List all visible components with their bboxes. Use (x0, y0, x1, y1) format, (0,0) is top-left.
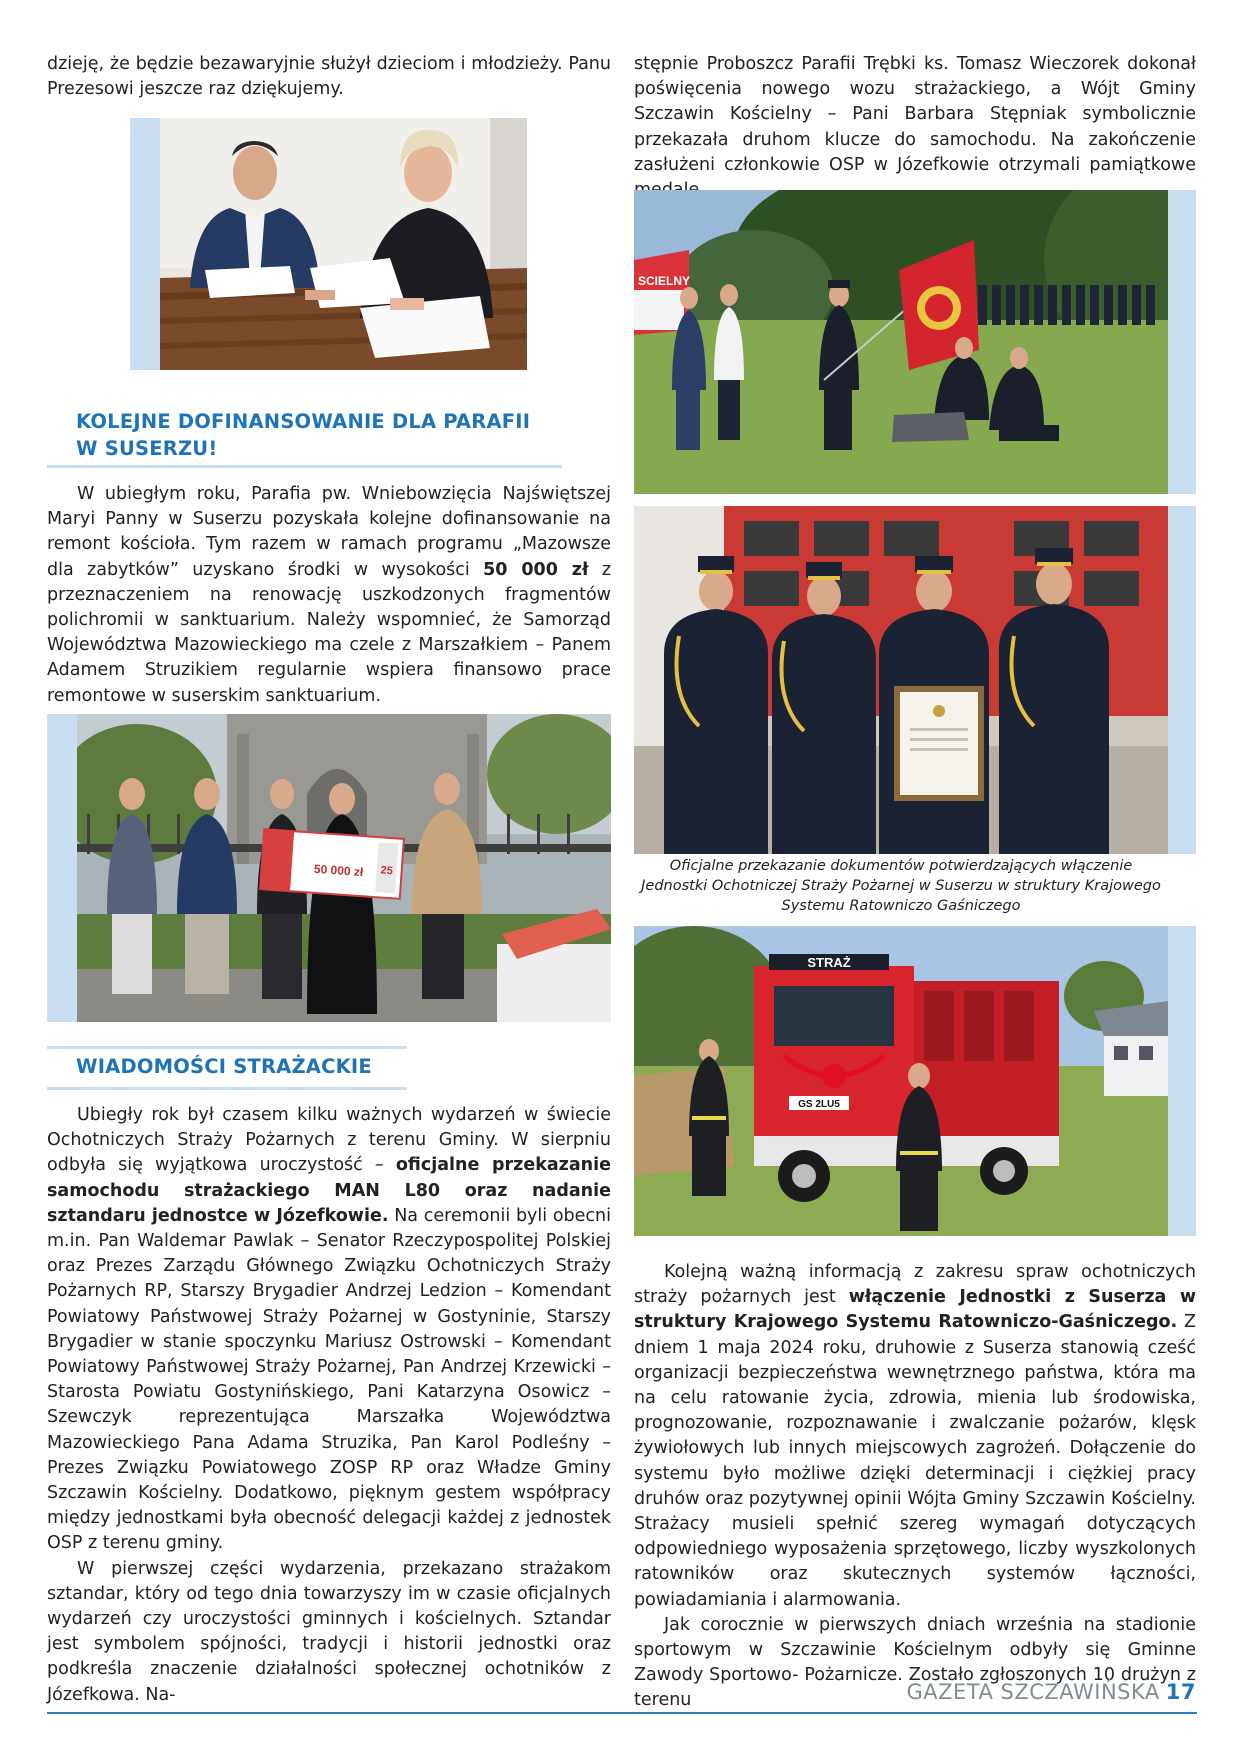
tent-label: SCIELNY (638, 274, 691, 288)
photo-cheque-presentation (77, 714, 611, 1022)
ksrg-article-p4: Jak corocznie w pierwszych dniach września na stadionie sportowym w Szczawinie Kościelnym odbyły się Gminne Zawody Sportowo- Pożarnicze. Zostało zgłoszonych 10 drużyn z terenu (634, 1614, 1196, 1711)
right-intro (634, 52, 1196, 203)
section-heading-fire-text: WIADOMOŚCI STRAŻACKIE (76, 1055, 372, 1078)
left-intro-text: dzieję, że będzie bezawaryjnie służył dzieciom i młodzieży. Panu Prezesowi jeszcze raz dziękujemy. (47, 54, 611, 100)
footer-rule (47, 1712, 1197, 1714)
ksrg-text-a: Kolejną ważną informacją z zakresu spraw ochotniczych straży pożarnych jest (634, 1262, 1196, 1308)
photo-caption: Oficjalne przekazanie dokumentów potwierdzających włączenie Jednostki Ochotniczej Straży Pożarnej w Suserzu w struktury Krajowego Systemu Ratowniczo Gaśniczego (641, 858, 1161, 914)
photo-banner-ceremony (634, 190, 1168, 494)
truck-label: STRAŻ (807, 955, 851, 970)
photo-fire-truck (634, 926, 1168, 1236)
cheque-badge: 25 (380, 864, 394, 878)
fire-p1-bold: oficjalne przekazanie samochodu strażackiego MAN L80 oraz nadanie sztandaru jednostce w Józefkowie. (47, 1155, 611, 1226)
publication-name: GAZETA SZCZAWIŃSKA (906, 1680, 1160, 1704)
ksrg-text-b: Z dniem 1 maja 2024 roku, druhowie z Suserza stanowią cześć organizacji bezpieczeństwa wewnętrznego państwa, która ma na celu ratowanie życia, zdrowia, mienia lub środowiska, prognozowanie, rozpoznawanie i zwalczanie pożarów, klęsk żywiołowych lub innych miejscowych zagrożeń. Dołączenie do systemu było możliwe dzięki determinacji i ciężkiej pracy druhów oraz pozytywnej opinii Wójta Gminy Szczawin Kościelny. Strażacy musieli spełnić szereg wymagań dotyczących odpowiedniego wyposażenia sprzętowego, liczby wyszkolonych ratowników oraz skutecznych systemów łączności, powiadamiania i alarmowania. (634, 1312, 1196, 1610)
photo-accent-bar (1168, 506, 1196, 854)
cheque-amount: 50 000 zł (313, 861, 364, 880)
left-intro (47, 52, 611, 102)
photo-certificate-handover (634, 506, 1168, 854)
photo-accent-bar (1168, 926, 1196, 1236)
photo-accent-bar (130, 118, 160, 370)
parish-article-text (47, 482, 611, 709)
photo-accent-bar (47, 714, 77, 1022)
section-heading-fire (76, 1053, 372, 1080)
fire-p1-text-a: Ubiegły rok był czasem kilku ważnych wydarzeń w świecie Ochotniczych Straży Pożarnych z terenu Gminy. W sierpniu odbyła się wyjątkowa uroczystość – (47, 1105, 611, 1176)
parish-text-a: W ubiegłym roku, Parafia pw. Wniebowzięcia Najświętszej Maryi Panny w Suserzu pozyskała kolejne dofinansowanie na remont kościoła. Tym razem w ramach programu „Mazowsze dla zabytków” uzyskano środki w wysokości (47, 484, 611, 580)
page-number: 17 (1165, 1680, 1196, 1704)
right-intro-text: stępnie Proboszcz Parafii Trębki ks. Tomasz Wieczorek dokonał poświęcenia nowego wozu strażackiego, a Wójt Gminy Szczawin Kościelny – Pani Barbara Stępniak symbolicznie przekazała druhom klucze do samochodu. Na zakończenie zasłużeni członkowie OSP w Józefkowie otrzymali pamiątkowe (634, 54, 1196, 175)
parish-text-b: z przeznaczeniem na renowację uszkodzonych fragmentów polichromii w sanktuarium. Należy wspomnieć, że Samorząd Województwa Mazowieckiego ma czele z Marszałkiem – Panem Adamem Struzikiem regularnie wspiera finansowo prace remontowe w suserskim sanktuarium. (47, 559, 612, 706)
ksrg-article-p3 (634, 1260, 1196, 1613)
section-heading-parish-line1: KOLEJNE DOFINANSOWANIE DLA PARAFII (76, 410, 531, 433)
section-divider-parish (47, 465, 562, 468)
page-footer (906, 1680, 1196, 1704)
truck-plate: GS 2LU5 (798, 1099, 840, 1110)
section-divider-fire (47, 1087, 407, 1090)
fire-p1-text-b: Na ceremonii byli obecni m.in. Pan Waldemar Pawlak – Senator Rzeczypospolitej Polskiej oraz Prezes Zarządu Głównego Związku Ochotniczych Straży Pożarnych RP, Starszy Brygadier Andrzej Ledzion – Komendant Powiatowy Państwowej Straży Pożarnej w Gostyninie, Starszy Brygadier w stanie spoczynku Mariusz Ostrowski – Komendant Powiatowy Państwowej Straży Pożarnej, Pan Andrzej Krzewicki – Starosta Powiatu Gostynińskiego, Pani Katarzyna Osowicz – Szewczyk reprezentująca Marszałka Województwa Mazowieckiego Pana Adama Struzika, Pan Karol Podleśny – Prezes Związku Powiatowego ZOSP RP oraz Władze Gminy Szczawin Kościelny. Dodatkowo, pięknym gestem współpracy między jednostkami była obecność delegacji każdej z jednostek OSP z terenu gminy. (47, 1205, 611, 1554)
section-heading-parish-line2: W SUSERZU! (76, 437, 218, 460)
parish-article (47, 482, 611, 709)
photo-accent-bar (1168, 190, 1196, 494)
section-heading-parish (76, 408, 530, 462)
ksrg-bold: włączenie Jednostki z Suserza w struktury Krajowego Systemu Ratowniczo-Gaśniczego. (634, 1287, 1196, 1333)
ksrg-article (634, 1260, 1196, 1714)
fire-article-p1 (47, 1103, 611, 1557)
fire-article (47, 1103, 611, 1708)
parish-amount: 50 000 zł (483, 559, 589, 580)
fire-article-p2: W pierwszej części wydarzenia, przekazano strażakom sztandar, który od tego dnia towarzyszy im w czasie oficjalnych wydarzeń czy uroczystości gminnych i kościelnych. Sztandar jest symbolem spójności, tradycji i historii jednostki oraz podkreśla znaczenie działalności społecznej ochotników z Józefkowa. Na- (47, 1558, 611, 1705)
section-divider-fire-top (47, 1046, 407, 1049)
photo-signing-agreement (160, 118, 527, 370)
